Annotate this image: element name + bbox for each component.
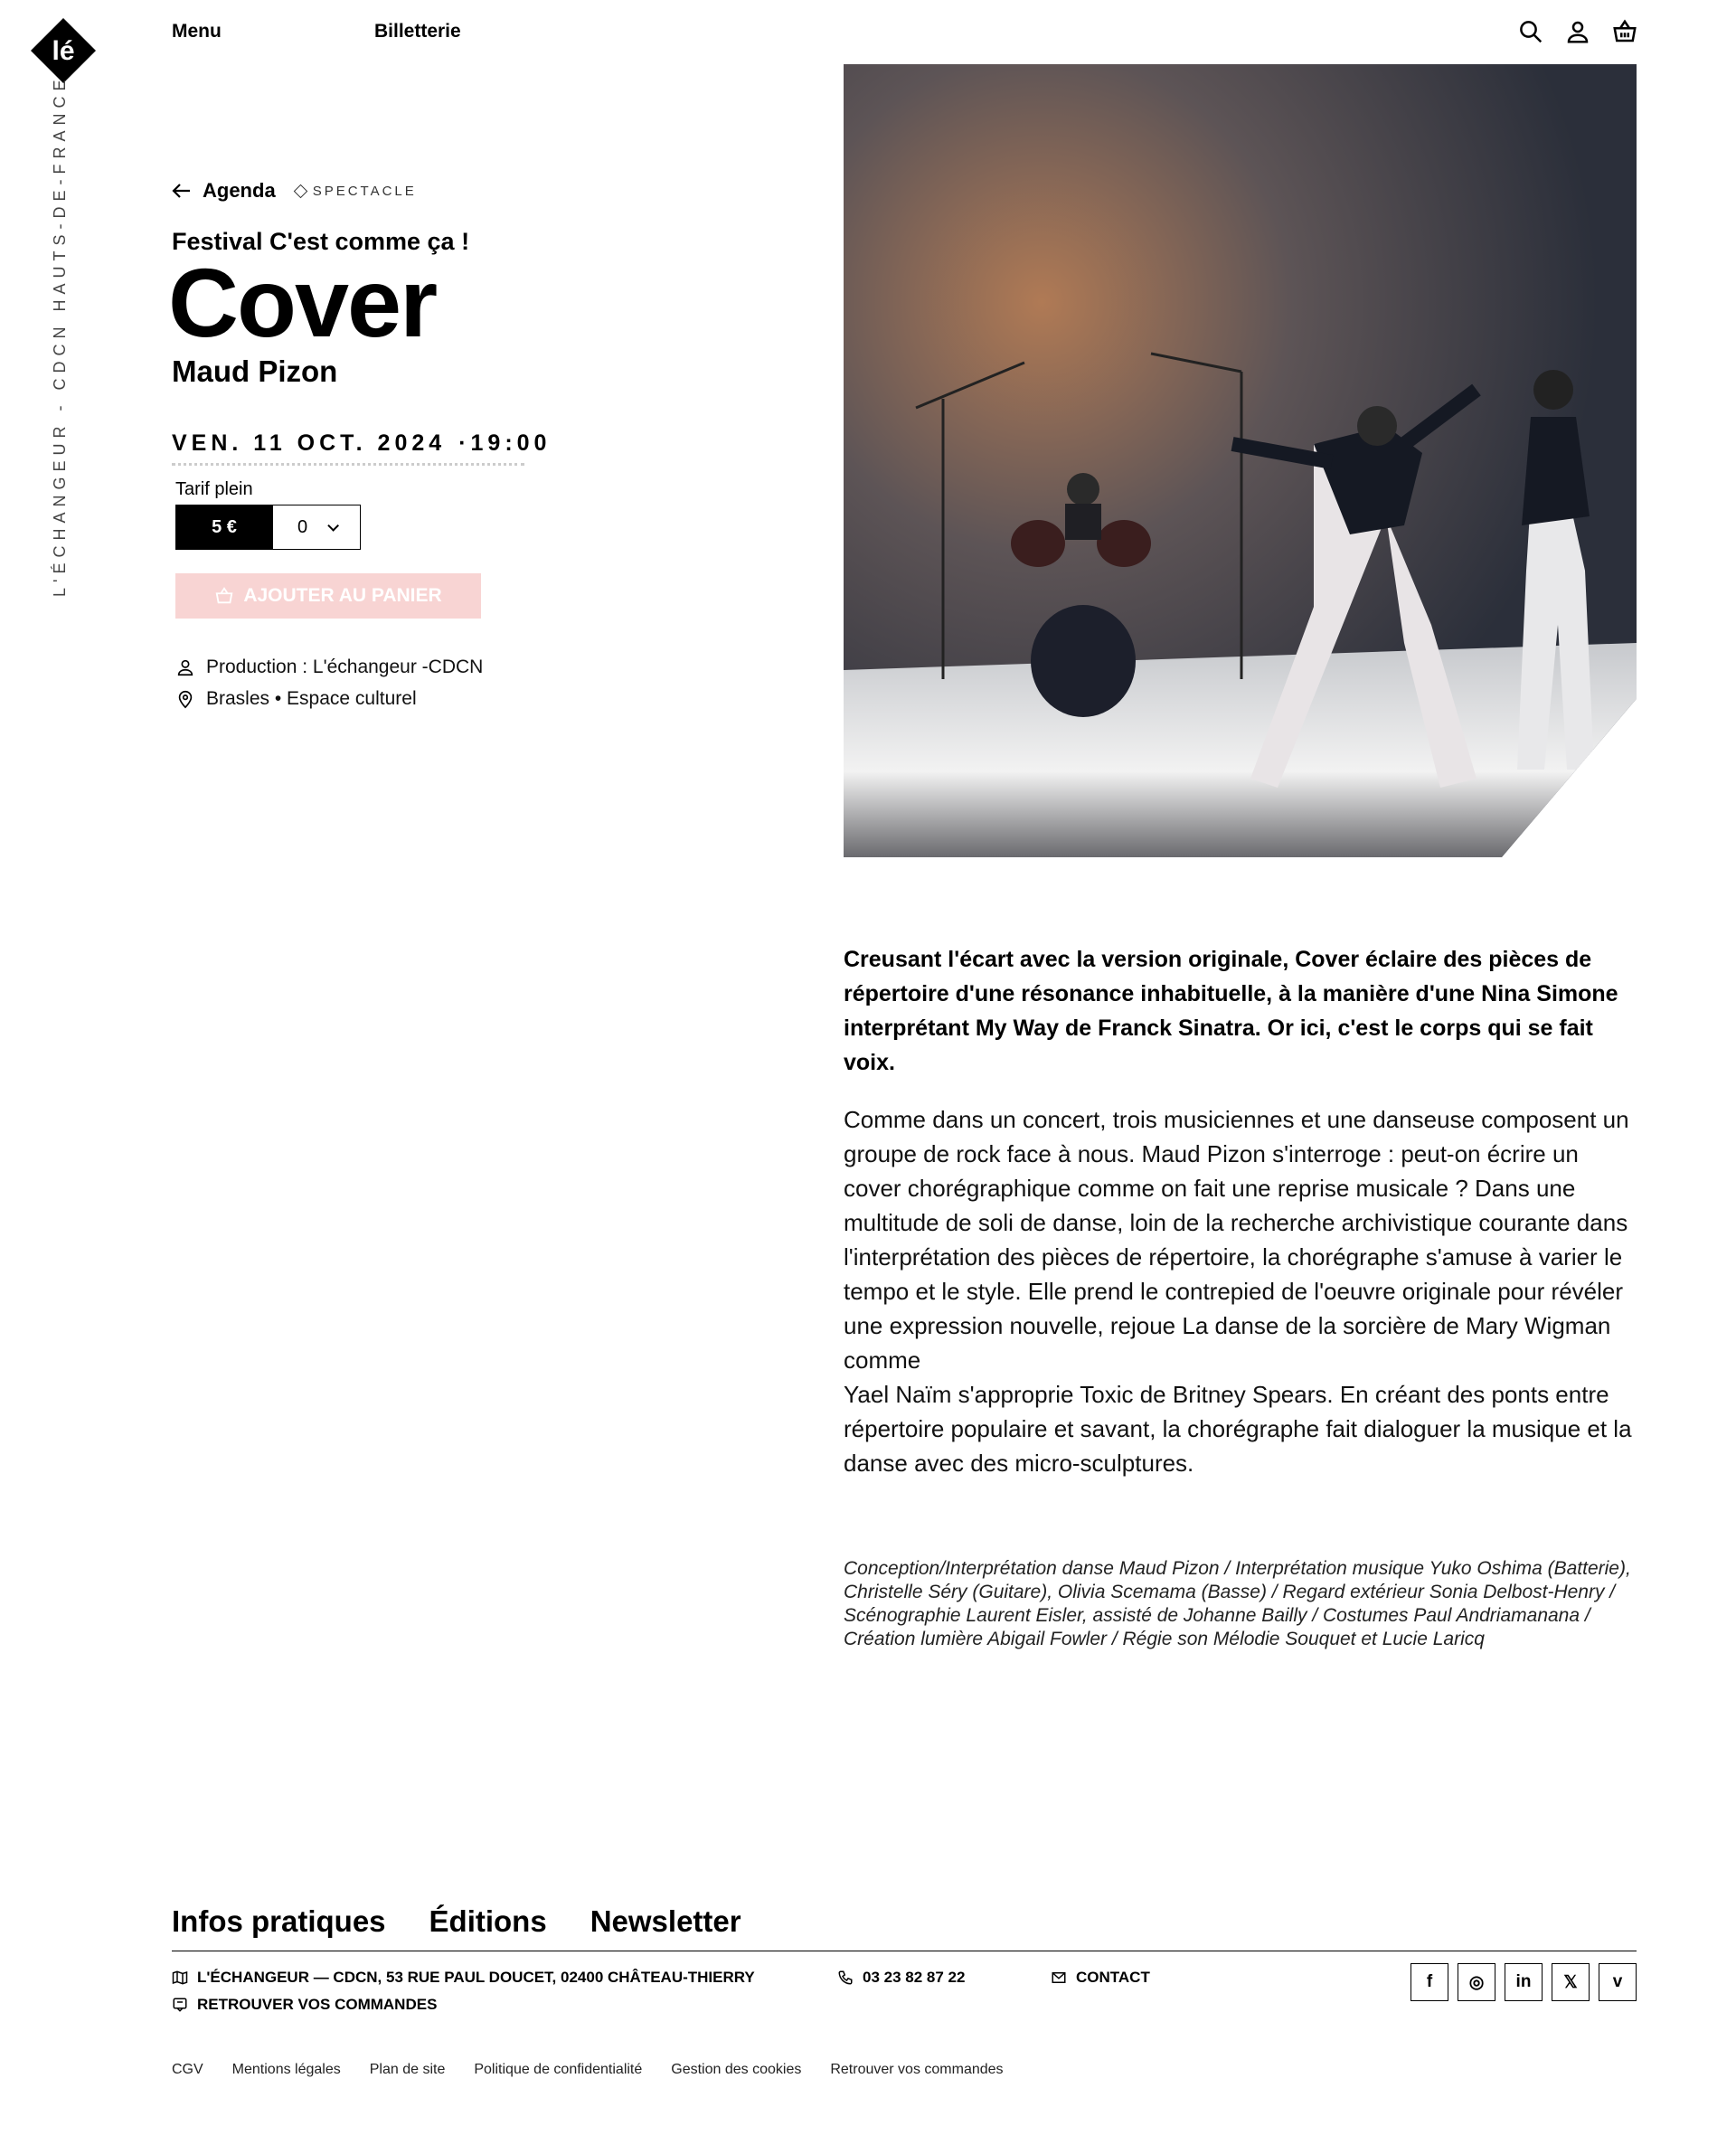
legal-link-privacy[interactable]: Politique de confidentialité xyxy=(474,2062,643,2077)
footer-contact[interactable] xyxy=(1051,1969,1150,1987)
legal-link-cookies[interactable]: Gestion des cookies xyxy=(671,2062,802,2077)
description-paragraph: Comme dans un concert, trois musiciennes et une danseuse composent un groupe de rock face à nous. Maud Pizon s'interroge : peut-on écrire un cover chorégraphique comme on fait une reprise musicale ? Dans une multitude de soli de danse, loin de la recherche archivistique courante dans l'interprétation des pièces de répertoire, la chorégraphe s'amuse à varier le tempo et le style. Elle prend le contrepied de l'oeuvre originale pour révéler une expression nouvelle, rejoue La danse de la sorcière de Mary Wigman comme xyxy=(844,1106,1629,1374)
footer-orders-link[interactable] xyxy=(172,1996,437,2014)
header-icons xyxy=(1517,18,1638,45)
diamond-icon xyxy=(293,184,307,198)
footer-phone[interactable] xyxy=(837,1969,965,1987)
footer-address[interactable] xyxy=(172,1969,755,1987)
basket-icon[interactable] xyxy=(1611,18,1638,45)
description xyxy=(844,1102,1639,1480)
vimeo-icon[interactable]: v xyxy=(1599,1963,1637,2001)
artist-name: Maud Pizon xyxy=(172,354,338,388)
legal-link-sitemap[interactable]: Plan de site xyxy=(369,2062,446,2077)
person-icon xyxy=(175,657,195,677)
tab-editions[interactable]: Éditions xyxy=(429,1904,547,1938)
legal-link-mentions[interactable]: Mentions légales xyxy=(231,2062,341,2077)
footer-tabs xyxy=(172,1904,741,1939)
credits: Conception/Interprétation danse Maud Pizon / Interprétation musique Yuko Oshima (Batterie), Christelle Séry (Guitare), Olivia Scemama (Basse) / Regard extérieur Sonia Delbost-Henry / Scénographie Laurent Eisler, assisté de Johanne Bailly / Costumes Paul Andriamanana / Création lumière Abigail Fowler / Régie son Mélodie Souquet et Lucie Laricq xyxy=(844,1558,1631,1649)
ticketing-link[interactable]: Billetterie xyxy=(374,21,461,42)
legal-link-orders[interactable]: Retrouver vos commandes xyxy=(830,2062,1004,2077)
arrow-left-icon xyxy=(172,183,192,199)
add-to-cart-label: AJOUTER AU PANIER xyxy=(243,585,442,606)
receipt-icon xyxy=(172,1997,188,2013)
menu-link[interactable]: Menu xyxy=(172,21,222,42)
page-title: Cover xyxy=(168,248,437,357)
orders-text: RETROUVER VOS COMMANDES xyxy=(197,1996,438,2013)
production-info xyxy=(175,657,483,678)
breadcrumb xyxy=(172,179,417,203)
quantity-select[interactable] xyxy=(273,505,361,550)
logo-text: lé xyxy=(52,36,75,66)
social-links xyxy=(1410,1963,1637,2001)
x-icon[interactable]: 𝕏 xyxy=(1552,1963,1590,2001)
time-text: ·19:00 xyxy=(458,430,552,456)
festival-name: Festival C'est comme ça ! xyxy=(172,228,470,255)
address-text: L'ÉCHANGEUR — CDCN, 53 RUE PAUL DOUCET, 02400 CHÂTEAU-THIERRY xyxy=(197,1969,755,1986)
description-paragraph: Yael Naïm s'approprie Toxic de Britney Spears. En créant des ponts entre répertoire populaire et savant, la chorégraphe fait dialoguer la musique et la danse avec des micro-sculptures. xyxy=(844,1381,1632,1477)
breadcrumb-label: Agenda xyxy=(203,179,276,202)
tab-newsletter[interactable]: Newsletter xyxy=(590,1904,741,1938)
brand-tagline: L'ÉCHANGEUR - CDCN HAUTS-DE-FRANCE xyxy=(51,74,69,597)
dotted-divider xyxy=(172,463,524,466)
back-to-agenda-link[interactable] xyxy=(172,179,276,203)
basket-icon xyxy=(214,586,234,606)
user-icon[interactable] xyxy=(1564,18,1591,45)
date-text: VEN. 11 OCT. 2024 xyxy=(172,430,447,456)
linkedin-icon[interactable]: in xyxy=(1505,1963,1543,2001)
phone-icon xyxy=(837,1970,854,1986)
location-info xyxy=(175,688,417,710)
category-label: SPECTACLE xyxy=(312,183,417,199)
search-icon[interactable] xyxy=(1517,18,1544,45)
add-to-cart-button[interactable] xyxy=(175,573,481,619)
lead-paragraph: Creusant l'écart avec la version originale, Cover éclaire des pièces de répertoire d'une résonance inhabituelle, à la manière d'une Nina Simone interprétant My Way de Franck Sinatra. Or ici, c'est le corps qui se fait voix. xyxy=(844,947,1618,1075)
contact-text: CONTACT xyxy=(1076,1969,1150,1986)
event-photo xyxy=(844,64,1637,857)
quantity-value: 0 xyxy=(297,516,308,537)
production-text: Production : L'échangeur -CDCN xyxy=(206,657,484,677)
legal-link-cgv[interactable]: CGV xyxy=(172,2062,203,2077)
tarif-label: Tarif plein xyxy=(175,479,253,499)
phone-text: 03 23 82 87 22 xyxy=(863,1969,966,1986)
mail-icon xyxy=(1051,1970,1067,1986)
chevron-down-icon xyxy=(327,520,339,532)
instagram-icon[interactable]: ◎ xyxy=(1458,1963,1495,2001)
map-icon xyxy=(172,1970,188,1986)
tab-infos-pratiques[interactable]: Infos pratiques xyxy=(172,1904,386,1938)
facebook-icon[interactable]: f xyxy=(1410,1963,1448,2001)
location-text: Brasles • Espace culturel xyxy=(206,688,417,709)
price-badge: 5 € xyxy=(175,505,273,550)
map-pin-icon xyxy=(175,689,195,709)
legal-links xyxy=(172,2062,1004,2078)
category-tag xyxy=(296,184,417,199)
event-date xyxy=(172,430,551,457)
